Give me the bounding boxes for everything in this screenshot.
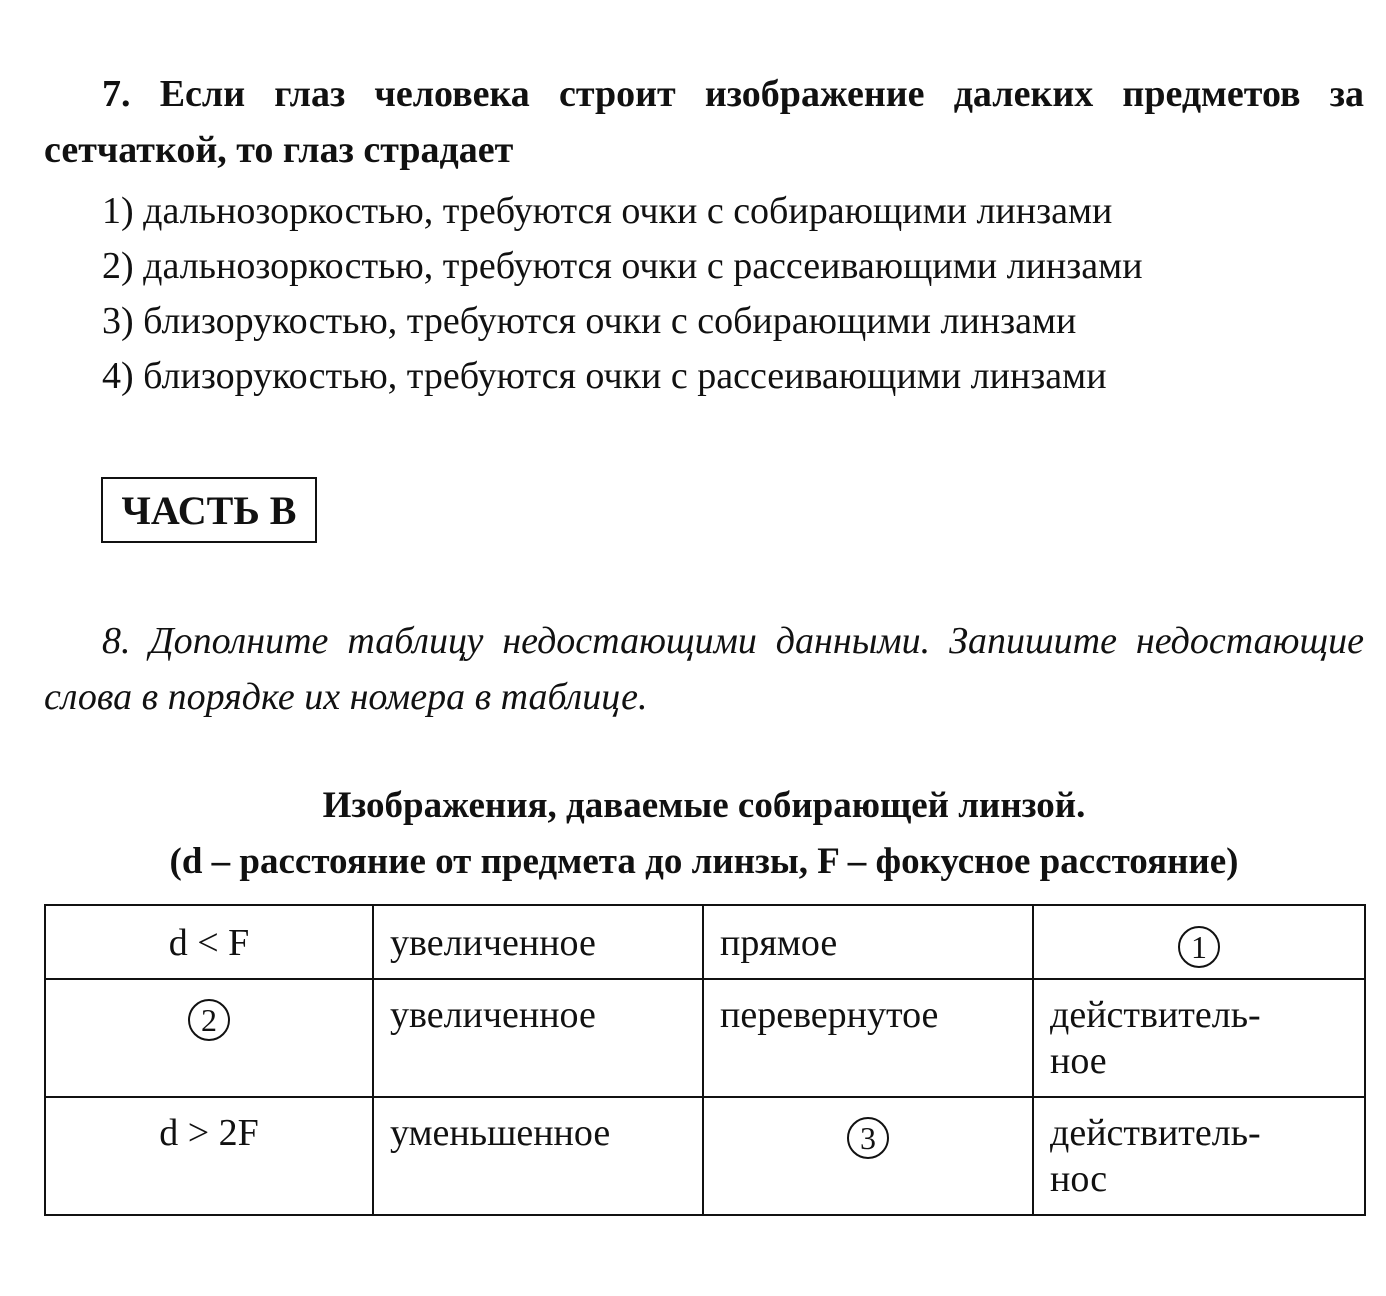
- blank-number-3: 3: [847, 1117, 889, 1159]
- table-cell: d > 2F: [45, 1097, 373, 1215]
- table-cell: [703, 1097, 1033, 1215]
- blank-number-1: 1: [1178, 926, 1220, 968]
- table-caption: [44, 778, 1364, 890]
- part-b-heading: ЧАСТЬ В: [101, 477, 317, 543]
- answer-option: 2) дальнозоркостью, требуются очки с рассеивающими линзами: [102, 245, 1143, 287]
- lens-images-table: [44, 904, 1366, 1216]
- table-cell: [1033, 905, 1365, 979]
- table-row: [45, 979, 1365, 1097]
- table-caption-title: Изображения, даваемые собирающей линзой.: [322, 785, 1086, 826]
- table-row: [45, 905, 1365, 979]
- table-cell: перевернутое: [703, 979, 1033, 1097]
- hyphenated-word: действитель- ное: [1050, 994, 1261, 1083]
- table-cell: уменьшенное: [373, 1097, 703, 1215]
- question-7-options: [44, 184, 1364, 404]
- table-cell: d < F: [45, 905, 373, 979]
- answer-option: 4) близорукостью, требуются очки с рассеивающими линзами: [102, 355, 1107, 397]
- table-cell: [45, 979, 373, 1097]
- table-cell: [1033, 979, 1365, 1097]
- answer-option: 3) близорукостью, требуются очки с собирающими линзами: [102, 300, 1077, 342]
- table-cell: [1033, 1097, 1365, 1215]
- blank-number-2: 2: [188, 999, 230, 1041]
- hyphenated-word: действитель- нос: [1050, 1112, 1261, 1201]
- question-8-text: 8. Дополните таблицу недостающими данными. Запишите недостающие слова в порядке их номера в таблице.: [44, 620, 1364, 718]
- question-7-stem: 7. Если глаз человека строит изображение далеких предметов за сетчаткой, то глаз страдает: [44, 73, 1364, 171]
- question-7: [44, 66, 1364, 404]
- table-cell: увеличенное: [373, 979, 703, 1097]
- table-caption-note: (d – расстояние от предмета до линзы, F – фокусное расстояние): [169, 841, 1239, 882]
- table-row: [45, 1097, 1365, 1215]
- table-cell: увеличенное: [373, 905, 703, 979]
- answer-option: 1) дальнозоркостью, требуются очки с собирающими линзами: [102, 190, 1113, 232]
- table-cell: прямое: [703, 905, 1033, 979]
